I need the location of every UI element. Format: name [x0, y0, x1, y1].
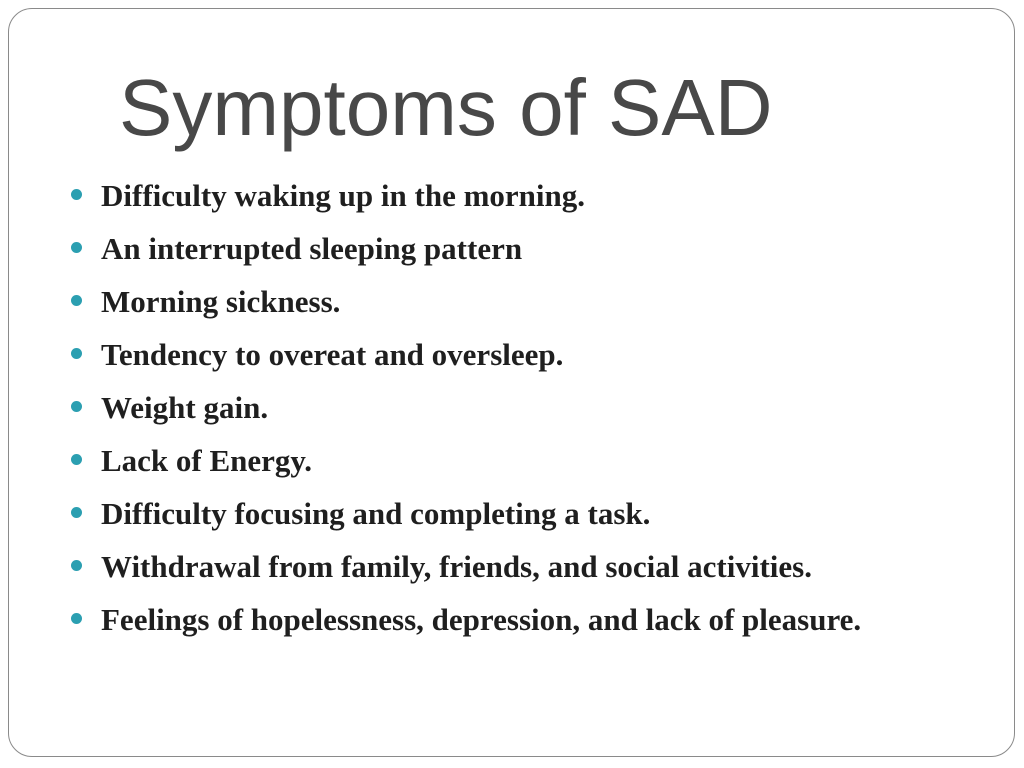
bullet-item [71, 493, 971, 535]
bullet-text: Feelings of hopelessness, depression, and lack of pleasure. [101, 602, 862, 637]
bullet-dot-icon [71, 507, 82, 518]
bullet-dot-icon [71, 401, 82, 412]
bullet-item [71, 175, 971, 217]
bullet-text: Difficulty focusing and completing a task. [101, 496, 651, 531]
bullet-dot-icon [71, 454, 82, 465]
bullet-text: An interrupted sleeping pattern [101, 231, 523, 266]
slide [8, 8, 1015, 757]
bullet-dot-icon [71, 295, 82, 306]
bullet-list [71, 175, 971, 652]
bullet-item [71, 546, 971, 588]
bullet-dot-icon [71, 560, 82, 571]
bullet-dot-icon [71, 189, 82, 200]
bullet-item [71, 387, 971, 429]
bullet-text: Withdrawal from family, friends, and social activities. [101, 549, 812, 584]
bullet-dot-icon [71, 242, 82, 253]
bullet-text: Weight gain. [101, 390, 269, 425]
bullet-text: Difficulty waking up in the morning. [101, 178, 586, 213]
bullet-item [71, 281, 971, 323]
bullet-text: Lack of Energy. [101, 443, 312, 478]
bullet-item [71, 599, 971, 641]
bullet-text: Morning sickness. [101, 284, 341, 319]
slide-title: Symptoms of SAD [119, 63, 773, 152]
bullet-item [71, 334, 971, 376]
bullet-dot-icon [71, 348, 82, 359]
bullet-item [71, 440, 971, 482]
bullet-dot-icon [71, 613, 82, 624]
bullet-text: Tendency to overeat and oversleep. [101, 337, 564, 372]
bullet-item [71, 228, 971, 270]
